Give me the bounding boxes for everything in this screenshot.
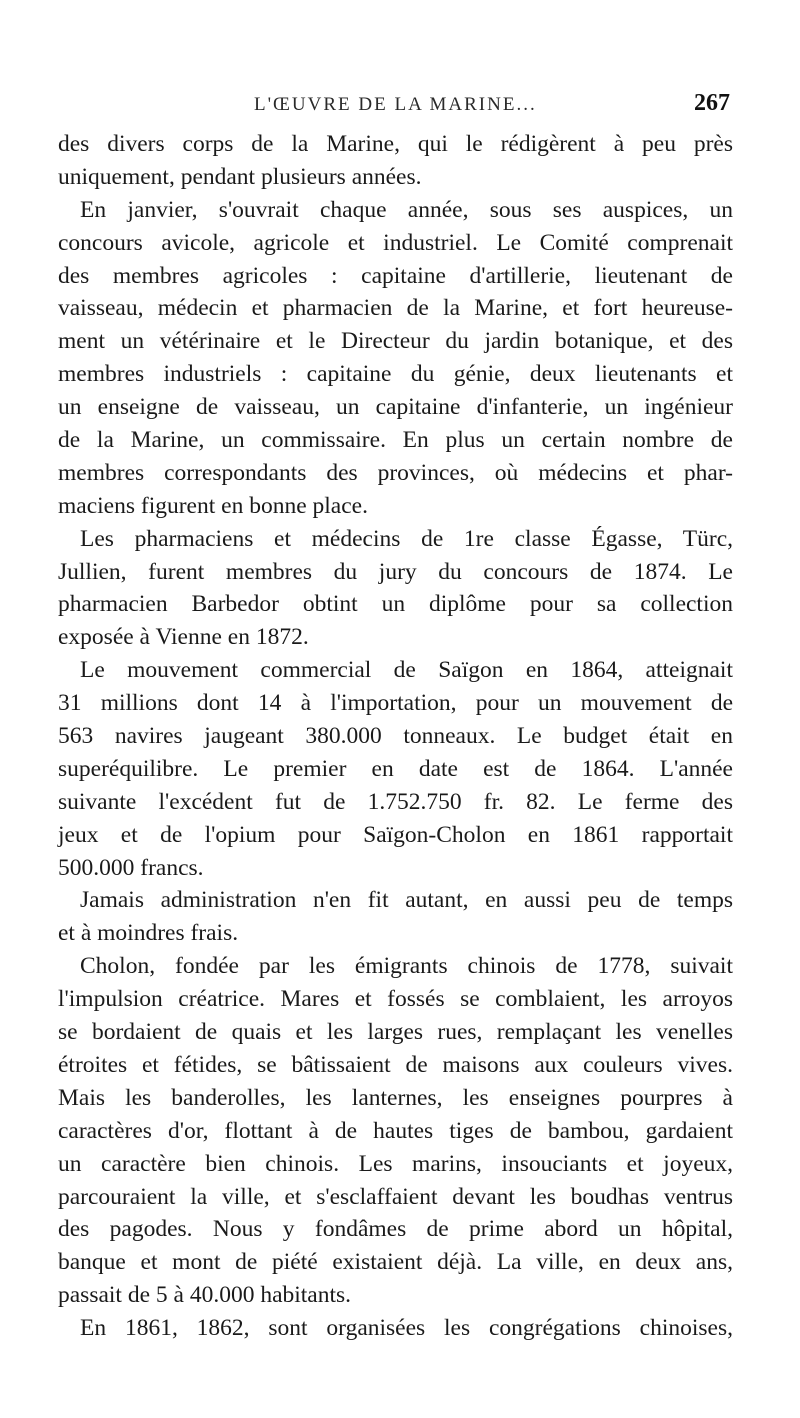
text-line: de la Marine, un commissaire. En plus un certain nombre de xyxy=(58,427,733,454)
text-line: Mais les banderolles, les lanternes, les enseignes pourpres à xyxy=(58,1084,733,1111)
text-line: maciens figurent en bonne place. xyxy=(58,492,368,519)
text-line: Le mouvement commercial de Saïgon en 1864, atteignait xyxy=(80,657,733,684)
text-line: ment un vétérinaire et le Directeur du jardin botanique, et des xyxy=(58,328,733,355)
text-line: Cholon, fondée par les émigrants chinois de 1778, suivait xyxy=(80,953,733,980)
text-line: étroites et fétides, se bâtissaient de maisons aux couleurs vives. xyxy=(58,1051,733,1078)
text-line: Jamais administration n'en fit autant, en aussi peu de temps xyxy=(80,887,733,914)
text-line: suivante l'excédent fut de 1.752.750 fr. 82. Le ferme des xyxy=(58,788,733,815)
text-line: concours avicole, agricole et industriel. Le Comité comprenait xyxy=(58,229,733,256)
text-line: 500.000 francs. xyxy=(58,854,204,881)
text-line: parcouraient la ville, et s'esclaffaient devant les boudhas ventrus xyxy=(58,1183,733,1210)
text-line: jeux et de l'opium pour Saïgon-Cholon en 1861 rapportait xyxy=(58,821,733,848)
running-title: L'ŒUVRE DE LA MARINE... xyxy=(254,94,537,115)
text-line: un caractère bien chinois. Les marins, insouciants et joyeux, xyxy=(58,1150,733,1177)
text-line: l'impulsion créatrice. Mares et fossés se comblaient, les arroyos xyxy=(58,986,733,1013)
page-header xyxy=(254,90,734,120)
text-line: pharmacien Barbedor obtint un diplôme pour sa collection xyxy=(58,591,733,618)
text-line: Les pharmaciens et médecins de 1re classe Égasse, Türc, xyxy=(80,525,733,552)
text-line: 31 millions dont 14 à l'importation, pour un mouvement de xyxy=(58,690,733,717)
text-line: superéquilibre. Le premier en date est de 1864. L'année xyxy=(58,755,733,782)
text-line: membres industriels : capitaine du génie, deux lieutenants et xyxy=(58,361,733,388)
text-line: vaisseau, médecin et pharmacien de la Marine, et fort heureuse- xyxy=(58,295,733,322)
text-line: des membres agricoles : capitaine d'artillerie, lieutenant de xyxy=(58,262,733,289)
text-line: un enseigne de vaisseau, un capitaine d'infanterie, un ingénieur xyxy=(58,394,733,421)
page-number: 267 xyxy=(694,90,730,116)
text-line: En 1861, 1862, sont organisées les congrégations chinoises, xyxy=(80,1315,733,1342)
text-line: et à moindres frais. xyxy=(58,920,239,947)
text-line: des pagodes. Nous y fondâmes de prime abord un hôpital, xyxy=(58,1216,733,1243)
text-line: uniquement, pendant plusieurs années. xyxy=(58,163,422,190)
text-line: En janvier, s'ouvrait chaque année, sous ses auspices, un xyxy=(80,196,733,223)
text-line: exposée à Vienne en 1872. xyxy=(58,624,309,651)
text-line: 563 navires jaugeant 380.000 tonneaux. Le budget était en xyxy=(58,723,733,750)
text-line: des divers corps de la Marine, qui le rédigèrent à peu près xyxy=(58,131,733,157)
text-line: membres correspondants des provinces, où médecins et phar- xyxy=(58,459,733,486)
body-text xyxy=(58,128,733,1345)
text-line: se bordaient de quais et les larges rues, remplaçant les venelles xyxy=(58,1019,733,1046)
text-line: passait de 5 à 40.000 habitants. xyxy=(58,1282,352,1309)
text-line: caractères d'or, flottant à de hautes tiges de bambou, gardaient xyxy=(58,1117,733,1144)
text-line: banque et mont de piété existaient déjà. La ville, en deux ans, xyxy=(58,1249,733,1276)
text-line: Jullien, furent membres du jury du concours de 1874. Le xyxy=(58,558,733,585)
